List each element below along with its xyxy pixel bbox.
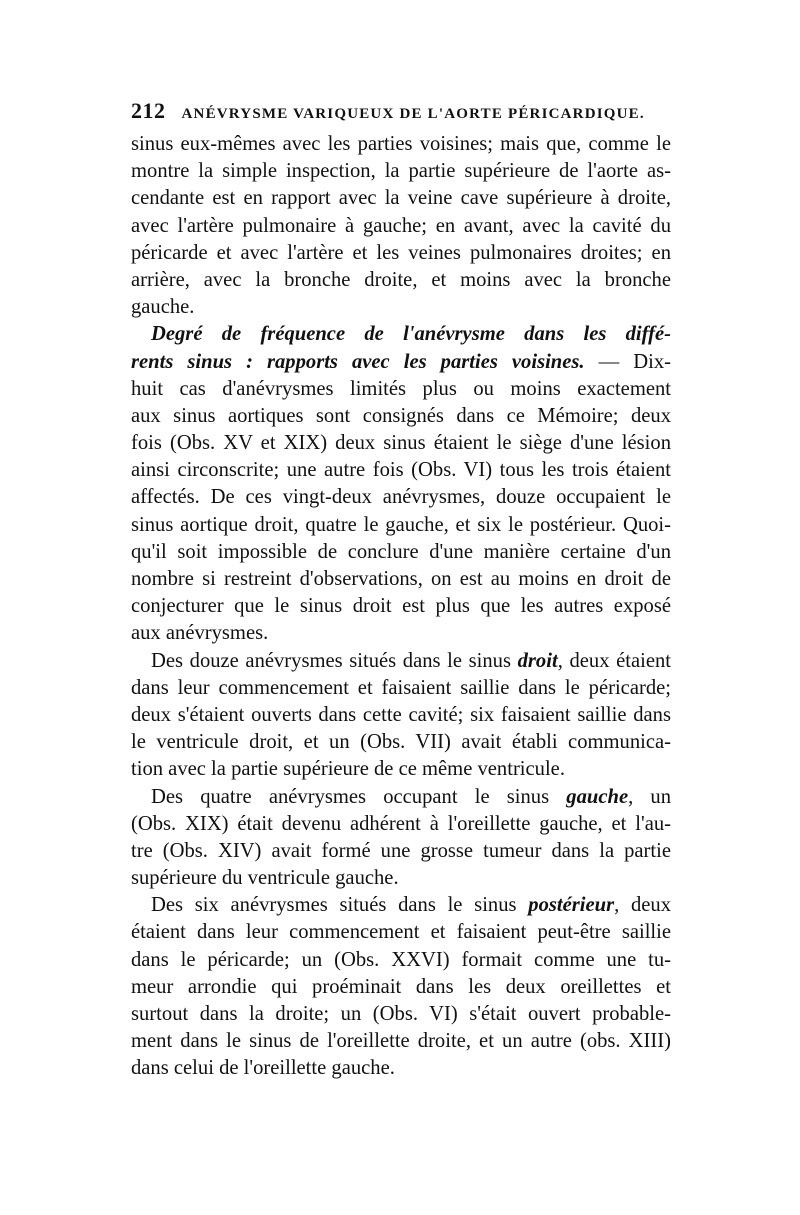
text-line: conjecturer que le sinus droit est plus que les autres exposé xyxy=(131,595,671,618)
text-line: avec l'artère pulmonaire à gauche; en avant, avec la cavité du xyxy=(131,214,671,237)
paragraph-4 xyxy=(131,784,671,893)
emphasis-term: droit xyxy=(517,649,558,672)
text-line: gauche. xyxy=(131,296,195,319)
section-heading-line: Degré de fréquence de l'anévrysme dans les diffé- xyxy=(151,323,671,346)
text-fragment: Des douze anévrysmes situés dans le sinus xyxy=(151,649,518,672)
text-fragment: Des six anévrysmes situés dans le sinus xyxy=(151,894,529,917)
text-line: sinus aortique droit, quatre le gauche, et six le postérieur. Quoi- xyxy=(131,513,671,536)
text-line: ment dans le sinus de l'oreillette droite, et un autre (obs. XIII) xyxy=(131,1030,671,1053)
text-line: surtout dans la droite; un (Obs. VI) s'était ouvert probable- xyxy=(131,1003,671,1025)
text-line: (Obs. XIX) était devenu adhérent à l'oreillette gauche, et l'au- xyxy=(131,812,671,835)
running-header xyxy=(131,98,671,128)
paragraph-1 xyxy=(131,131,671,321)
section-heading-line: rents sinus : rapports avec les parties voisines. xyxy=(131,350,585,373)
text-fragment: Des quatre anévrysmes occupant le sinus xyxy=(151,785,567,808)
text-line: dans le péricarde; un (Obs. XXVI) formait comme une tu- xyxy=(131,948,671,971)
text-line: tion avec la partie supérieure de ce même ventricule. xyxy=(131,758,565,781)
text-line: ainsi circonscrite; une autre fois (Obs. VI) tous les trois étaient xyxy=(131,459,671,482)
page-number: 212 xyxy=(131,98,166,123)
running-title: ANÉVRYSME VARIQUEUX DE L'AORTE PÉRICARDIQUE. xyxy=(181,106,645,122)
text-fragment: , un xyxy=(628,785,671,808)
text-line: tre (Obs. XIV) avait formé une grosse tumeur dans la partie xyxy=(131,839,671,862)
text-fragment: , deux xyxy=(614,894,671,917)
text-line: aux sinus aortiques sont consignés dans ce Mémoire; deux xyxy=(131,404,671,427)
text-line xyxy=(131,648,671,675)
text-line: fois (Obs. XV et XIX) deux sinus étaient le siège d'une lésion xyxy=(131,432,671,455)
text-line: péricarde et avec l'artère et les veines pulmonaires droites; en xyxy=(131,241,671,264)
text-fragment: , deux étaient xyxy=(557,649,671,672)
emphasis-term: postérieur xyxy=(528,894,615,917)
paragraph-3 xyxy=(131,648,671,784)
text-line xyxy=(131,892,671,919)
text-line xyxy=(131,349,671,376)
text-line xyxy=(131,784,671,811)
text-line: deux s'étaient ouverts dans cette cavité; six faisaient saillie dans xyxy=(131,703,671,726)
text-line: montre la simple inspection, la partie supérieure de l'aorte as- xyxy=(131,160,671,183)
text-line: affectés. De ces vingt-deux anévrysmes, douze occupaient le xyxy=(131,486,671,509)
text-fragment: — Dix- xyxy=(584,350,671,373)
paragraph-5 xyxy=(131,892,671,1082)
text-line: dans leur commencement et faisaient saillie dans le péricarde; xyxy=(131,676,671,699)
body-text xyxy=(131,131,671,1083)
text-line: sinus eux-mêmes avec les parties voisines; mais que, comme le xyxy=(131,133,671,155)
text-line: le ventricule droit, et un (Obs. VII) avait établi communica- xyxy=(131,731,671,754)
text-line: huit cas d'anévrysmes limités plus ou moins exactement xyxy=(131,377,671,400)
text-line: meur arrondie qui proéminait dans les deux oreillettes et xyxy=(131,975,671,998)
text-line: nombre si restreint d'observations, on est au moins en droit de xyxy=(131,568,671,590)
text-line: arrière, avec la bronche droite, et moins avec la bronche xyxy=(131,268,671,291)
text-line: qu'il soit impossible de conclure d'une manière certaine d'un xyxy=(131,540,671,563)
paragraph-2 xyxy=(131,321,671,647)
text-line: dans celui de l'oreillette gauche. xyxy=(131,1057,395,1080)
text-line: aux anévrysmes. xyxy=(131,622,269,645)
emphasis-term: gauche xyxy=(566,785,629,808)
text-line: étaient dans leur commencement et faisaient peut-être saillie xyxy=(131,921,671,944)
text-line: cendante est en rapport avec la veine cave supérieure à droite, xyxy=(131,187,671,210)
text-line: supérieure du ventricule gauche. xyxy=(131,867,399,890)
